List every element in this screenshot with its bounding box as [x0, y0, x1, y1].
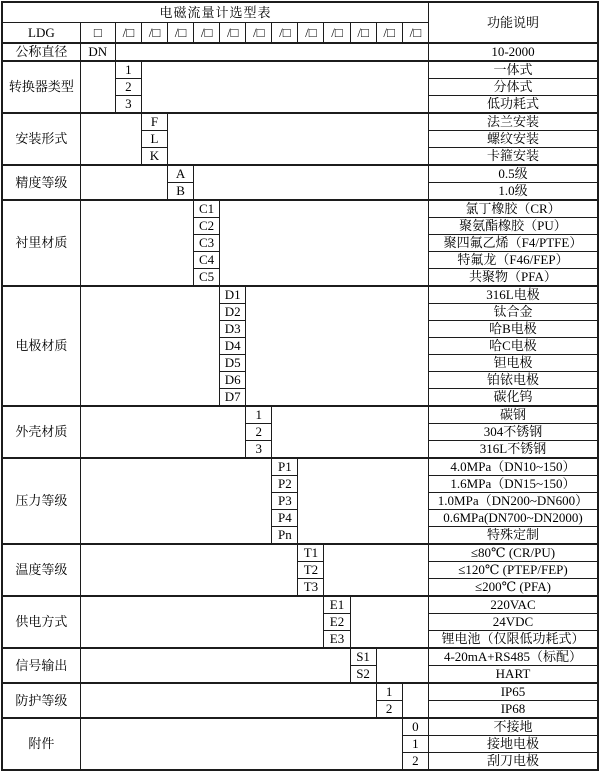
empty-cell	[402, 683, 428, 718]
empty-cell	[298, 458, 429, 544]
model-slash-box: /□	[350, 23, 376, 44]
code-cell: D1	[220, 286, 246, 304]
empty-cell	[115, 43, 428, 61]
group-label-converter-type: 转换器类型	[2, 61, 80, 113]
code-cell: F	[141, 113, 167, 131]
code-cell: D6	[220, 372, 246, 389]
empty-cell	[80, 544, 298, 596]
empty-cell	[80, 200, 193, 286]
group-label-electrode: 电极材质	[2, 286, 80, 406]
code-cell: C3	[194, 235, 220, 252]
empty-cell	[324, 544, 429, 596]
code-cell: D2	[220, 304, 246, 321]
empty-cell	[80, 718, 402, 770]
code-cell: K	[141, 148, 167, 166]
empty-cell	[80, 286, 219, 406]
function-cell: 共聚物（PFA）	[428, 269, 598, 287]
function-cell: 10-2000	[428, 43, 598, 61]
code-cell: T2	[298, 562, 324, 579]
function-cell: 316L电极	[428, 286, 598, 304]
empty-cell	[376, 648, 428, 683]
empty-cell	[246, 286, 429, 406]
group-label-nominal-diameter: 公称直径	[2, 43, 80, 61]
function-cell: IP68	[428, 701, 598, 719]
group-label-accessory: 附件	[2, 718, 80, 770]
function-cell: 哈C电极	[428, 338, 598, 355]
model-slash-box: /□	[220, 23, 246, 44]
code-cell: D7	[220, 389, 246, 407]
function-cell: 哈B电极	[428, 321, 598, 338]
flowmeter-selection-table	[1, 1, 599, 771]
function-cell: 1.0级	[428, 183, 598, 201]
code-cell: E2	[324, 614, 350, 631]
model-slash-box: /□	[141, 23, 167, 44]
code-cell: T3	[298, 579, 324, 597]
function-cell: ≤80℃ (CR/PU)	[428, 544, 598, 562]
code-cell: S1	[350, 648, 376, 666]
code-cell: B	[167, 183, 193, 201]
function-cell: 卡箍安装	[428, 148, 598, 166]
model-slash-box: /□	[246, 23, 272, 44]
empty-cell	[80, 165, 167, 200]
group-label-protection: 防护等级	[2, 683, 80, 718]
group-label-accuracy: 精度等级	[2, 165, 80, 200]
code-cell: P1	[272, 458, 298, 476]
model-slash-box: /□	[402, 23, 428, 44]
code-cell: C5	[194, 269, 220, 287]
function-cell: 24VDC	[428, 614, 598, 631]
group-label-signal: 信号输出	[2, 648, 80, 683]
model-slash-box: /□	[115, 23, 141, 44]
group-label-lining: 衬里材质	[2, 200, 80, 286]
code-cell: E1	[324, 596, 350, 614]
code-cell: C2	[194, 218, 220, 235]
model-slash-box: /□	[376, 23, 402, 44]
empty-cell	[350, 596, 428, 648]
code-cell: D3	[220, 321, 246, 338]
empty-cell	[80, 458, 272, 544]
function-cell: 刮刀电极	[428, 753, 598, 771]
function-cell: 碳钢	[428, 406, 598, 424]
function-cell: 螺纹安装	[428, 131, 598, 148]
code-cell: C4	[194, 252, 220, 269]
code-cell: 1	[115, 61, 141, 79]
code-cell: 2	[376, 701, 402, 719]
function-cell: 316L不锈钢	[428, 441, 598, 459]
code-cell: S2	[350, 666, 376, 684]
code-cell: 2	[115, 79, 141, 96]
code-cell: 2	[246, 424, 272, 441]
empty-cell	[80, 113, 141, 165]
model-slash-box: /□	[324, 23, 350, 44]
model-slash-box: /□	[194, 23, 220, 44]
function-cell: 钛合金	[428, 304, 598, 321]
model-prefix: LDG	[2, 23, 80, 44]
function-cell: 1.6MPa（DN15~150）	[428, 476, 598, 493]
model-slash-box: /□	[167, 23, 193, 44]
code-cell: DN	[80, 43, 115, 61]
function-cell: 锂电池（仅限低功耗式）	[428, 631, 598, 649]
function-cell: 特氟龙（F46/FEP）	[428, 252, 598, 269]
function-cell: 一体式	[428, 61, 598, 79]
function-cell: 低功耗式	[428, 96, 598, 114]
model-box: □	[80, 23, 115, 44]
function-cell: 聚四氟乙烯（F4/PTFE）	[428, 235, 598, 252]
function-cell: 氯丁橡胶（CR）	[428, 200, 598, 218]
function-cell: ≤200℃ (PFA)	[428, 579, 598, 597]
function-cell: 0.6MPa(DN700~DN2000)	[428, 510, 598, 527]
code-cell: 1	[402, 736, 428, 753]
code-cell: D5	[220, 355, 246, 372]
model-slash-box: /□	[272, 23, 298, 44]
code-cell: A	[167, 165, 193, 183]
function-cell: 法兰安装	[428, 113, 598, 131]
code-cell: 2	[402, 753, 428, 771]
group-label-pressure: 压力等级	[2, 458, 80, 544]
code-cell: 0	[402, 718, 428, 736]
code-cell: 1	[246, 406, 272, 424]
code-cell: P4	[272, 510, 298, 527]
empty-cell	[80, 61, 115, 113]
code-cell: C1	[194, 200, 220, 218]
empty-cell	[80, 683, 376, 718]
group-label-power: 供电方式	[2, 596, 80, 648]
empty-cell	[194, 165, 429, 200]
function-cell: 铂铱电极	[428, 372, 598, 389]
empty-cell	[272, 406, 429, 458]
function-cell: 钽电极	[428, 355, 598, 372]
function-cell: 接地电极	[428, 736, 598, 753]
code-cell: E3	[324, 631, 350, 649]
function-cell: 220VAC	[428, 596, 598, 614]
code-cell: 3	[115, 96, 141, 114]
code-cell: D4	[220, 338, 246, 355]
function-cell: 不接地	[428, 718, 598, 736]
function-cell: 4-20mA+RS485（标配）	[428, 648, 598, 666]
function-cell: ≤120℃ (PTEP/FEP)	[428, 562, 598, 579]
group-label-housing: 外壳材质	[2, 406, 80, 458]
empty-cell	[80, 596, 324, 648]
function-cell: IP65	[428, 683, 598, 701]
function-cell: 聚氨酯橡胶（PU）	[428, 218, 598, 235]
function-cell: 304不锈钢	[428, 424, 598, 441]
code-cell: P3	[272, 493, 298, 510]
group-label-temperature: 温度等级	[2, 544, 80, 596]
function-cell: 特殊定制	[428, 527, 598, 545]
code-cell: P2	[272, 476, 298, 493]
empty-cell	[80, 648, 350, 683]
empty-cell	[220, 200, 429, 286]
code-cell: T1	[298, 544, 324, 562]
table-title: 电磁流量计选型表	[2, 2, 428, 23]
function-cell: HART	[428, 666, 598, 684]
function-cell: 4.0MPa（DN10~150）	[428, 458, 598, 476]
code-cell: L	[141, 131, 167, 148]
function-cell: 碳化钨	[428, 389, 598, 407]
empty-cell	[80, 406, 245, 458]
code-cell: 1	[376, 683, 402, 701]
code-cell: 3	[246, 441, 272, 459]
function-cell: 1.0MPa（DN200~DN600）	[428, 493, 598, 510]
code-cell: Pn	[272, 527, 298, 545]
empty-cell	[167, 113, 428, 165]
function-cell: 0.5级	[428, 165, 598, 183]
empty-cell	[141, 61, 428, 113]
function-cell: 分体式	[428, 79, 598, 96]
function-column-header: 功能说明	[428, 2, 598, 43]
group-label-installation: 安装形式	[2, 113, 80, 165]
model-slash-box: /□	[298, 23, 324, 44]
